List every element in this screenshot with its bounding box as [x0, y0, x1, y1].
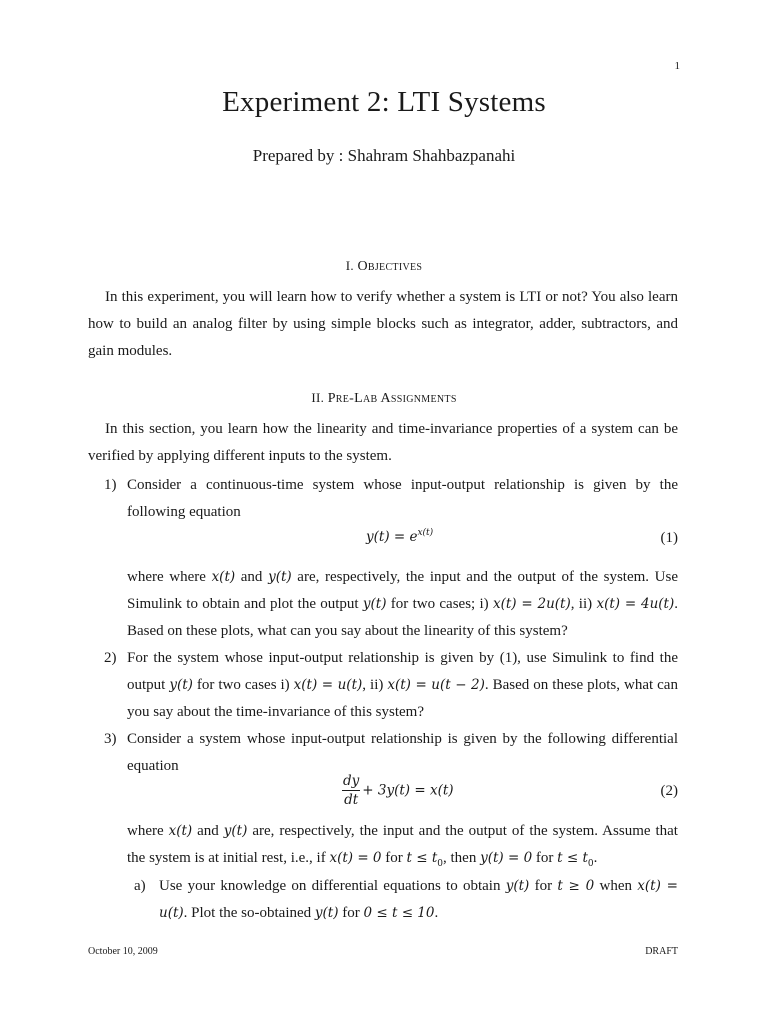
text-run: , then [443, 850, 481, 866]
equation-body: + 3y(t) = x(t) [362, 782, 454, 799]
math-condition: t ≤ t [406, 850, 438, 866]
math-condition: t ≥ 0 [557, 878, 595, 894]
text-run: , ii) [570, 596, 597, 612]
section-numeral: I. [345, 258, 354, 273]
item-2-text [127, 645, 678, 726]
section-numeral: II. [311, 390, 325, 405]
subitem-label: a) [134, 878, 146, 894]
fraction-denominator: dt [344, 792, 359, 808]
text-run: . [434, 905, 439, 921]
item-1-continuation [127, 564, 678, 645]
math-condition: x(t) = 0 [329, 850, 382, 866]
section-title: Pre-Lab Assignments [327, 391, 457, 406]
objectives-paragraph: In this experiment, you will learn how to verify whether a system is LTI or not? You also learn how to build an analog filter by using simple blocks such as integrator, adder, subtractors, and gain modules. [88, 289, 678, 359]
paper-title: Experiment 2: LTI Systems [222, 86, 546, 118]
fraction-numerator: dy [343, 773, 360, 789]
equation-2 [342, 772, 454, 809]
text-run: for [532, 850, 558, 866]
section-heading-prelab [0, 390, 768, 407]
section-title: Objectives [357, 259, 423, 274]
section-heading-objectives [0, 258, 768, 275]
math-condition: t ≤ t [557, 850, 588, 866]
math-case-1: x(t) = u(t) [293, 677, 363, 693]
derivative-fraction [342, 772, 360, 809]
text-run: when [594, 878, 638, 894]
text-run: are, respectively, the input and the output of the system. Assume that the system is at initial rest, i.e., if [127, 823, 678, 866]
text-run: are, respectively, the input and the output of the system. Use Simulink to obtain and plot the output [127, 569, 678, 612]
item-1-text: Consider a continuous-time system whose input-output relationship is given by the following equation [127, 477, 678, 520]
math-x-of-t: x(t) [168, 823, 193, 839]
math-y-of-t: y(t) [268, 569, 292, 585]
text-run: for two cases i) [192, 677, 294, 693]
footer-date: October 10, 2009 [88, 946, 158, 957]
text-run: for [529, 878, 558, 894]
item-label: 2) [104, 650, 117, 666]
math-y-of-t: y(t) [223, 823, 248, 839]
item-3-continuation [127, 818, 678, 878]
math-subscript: 0 [587, 859, 594, 869]
text-run: where where [127, 569, 212, 585]
author-line: Prepared by : Shahram Shahbazpanahi [252, 146, 516, 165]
math-x-of-t: x(t) [211, 569, 236, 585]
text-run: for [338, 905, 364, 921]
text-run: for two cases; i) [386, 596, 493, 612]
math-case-2: x(t) = u(t − 2) [387, 677, 485, 693]
text-run: and [192, 823, 224, 839]
item-3-text: Consider a system whose input-output relationship is given by the following differential equation [127, 731, 678, 774]
math-y-of-t: y(t) [505, 878, 530, 894]
text-run: For the system whose input-output relationship is given by (1), use Simulink to find the output [127, 650, 678, 693]
equation-number-2: (2) [660, 783, 678, 799]
math-condition: x(t) = u(t) [159, 878, 678, 921]
text-run: . Plot the so-obtained [183, 905, 315, 921]
item-label: 1) [104, 477, 117, 493]
text-run: and [235, 569, 269, 585]
math-y-of-t: y(t) [314, 905, 339, 921]
page-number: 1 [674, 60, 680, 72]
text-run: . Based on these plots, what can you say about the linearity of this system? [127, 596, 679, 639]
math-y-of-t: y(t) [169, 677, 193, 693]
math-case-1: x(t) = 2u(t) [492, 596, 571, 612]
math-case-2: x(t) = 4u(t) [596, 596, 675, 612]
math-range: 0 ≤ t ≤ 10 [363, 905, 435, 921]
prelab-intro-paragraph: In this section, you learn how the linearity and time-invariance properties of a system can be verified by applying different inputs to the system. [88, 421, 678, 464]
equation-1 [366, 528, 433, 546]
text-run: Use your knowledge on differential equations to obtain [159, 878, 506, 894]
math-y-of-t: y(t) [362, 596, 387, 612]
text-run: where [127, 823, 169, 839]
text-run: for [381, 850, 407, 866]
footer-status: DRAFT [645, 946, 678, 957]
text-run: , ii) [362, 677, 388, 693]
text-run: . Based on these plots, what can you say about the time-invariance of this system? [127, 677, 678, 720]
item-label: 3) [104, 731, 117, 747]
equation-body: y(t) = e [366, 529, 418, 545]
equation-number-1: (1) [660, 530, 678, 546]
subitem-a-text [159, 873, 678, 927]
equation-exponent: x(t) [417, 528, 434, 538]
math-subscript: 0 [437, 859, 444, 869]
math-condition: y(t) = 0 [480, 850, 533, 866]
text-run: . [593, 850, 598, 866]
